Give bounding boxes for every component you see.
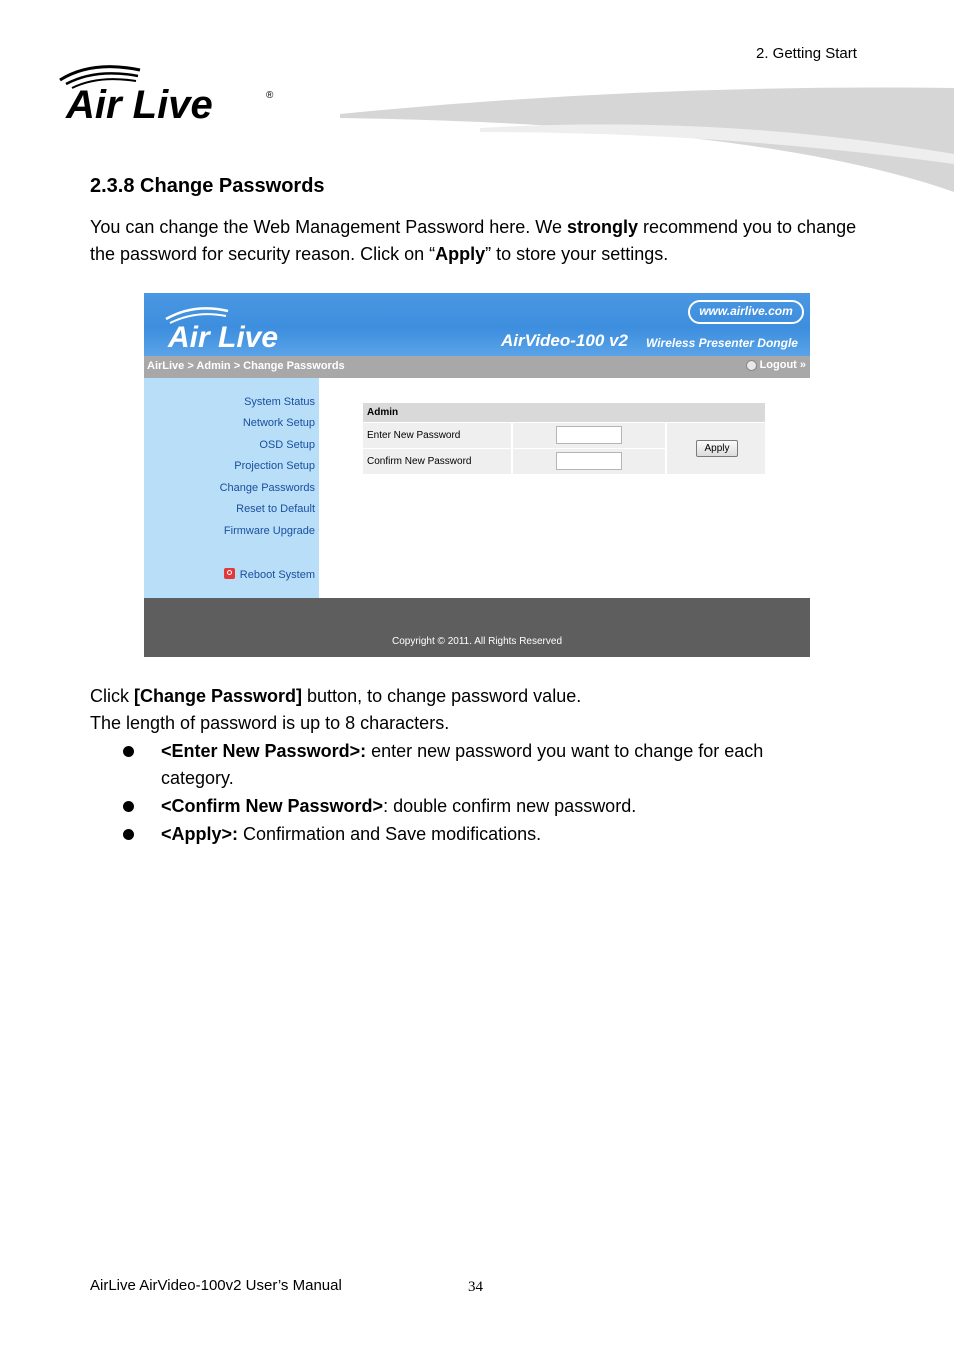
sidebar [144,378,319,598]
password-table [363,403,765,422]
power-icon [224,568,235,579]
copyright-text: Copyright © 2011. All Rights Reserved [391,636,563,647]
bullet-icon [123,801,134,812]
screenshot-footer [144,598,810,657]
sidebar-item-reboot-system[interactable]: Reboot System [224,568,315,581]
sidebar-item-network-setup[interactable]: Network Setup [242,417,315,429]
sidebar-item-firmware-upgrade[interactable]: Firmware Upgrade [223,525,315,537]
list-item: <Enter New Password>: enter new password you want to change for each category. [120,738,840,792]
airlive-logo-text: Air Live [66,83,213,124]
bullet-icon [123,746,134,757]
sidebar-item-change-passwords[interactable]: Change Passwords [219,482,315,494]
page-number: 34 [468,1279,483,1295]
airlive-url-link[interactable]: www.airlive.com [688,300,804,324]
header-swoosh-decoration [340,84,954,204]
breadcrumb: AirLive > Admin > Change Passwords [147,360,345,372]
sidebar-item-projection-setup[interactable]: Projection Setup [234,460,315,472]
airlive-logo [52,58,282,124]
intro-paragraph: You can change the Web Management Password here. We strongly recommend you to change the password for security reason. Click on “Apply” to store your settings. [90,217,857,264]
table-header-admin: Admin [363,403,765,422]
product-subtitle: Wireless Presenter Dongle [646,336,798,350]
bullet-list [120,738,840,849]
sidebar-item-osd-setup[interactable]: OSD Setup [259,439,315,451]
chapter-header: 2. Getting Start [756,45,857,62]
logout-label: Logout » [759,359,806,371]
section-title: 2.3.8 Change Passwords [90,175,325,197]
instruction-line-2: The length of password is up to 8 characters. [90,713,450,733]
confirm-new-password-input[interactable] [556,452,622,470]
admin-screenshot [144,293,810,657]
enter-password-label: Enter New Password [363,423,511,448]
sidebar-item-system-status[interactable]: System Status [244,396,315,408]
instruction-line-1: Click [Change Password] button, to change password value. [90,686,582,706]
svg-text:Air Live: Air Live [168,321,279,351]
list-item: <Apply>: Confirmation and Save modifications. [120,821,840,848]
enter-new-password-input[interactable] [556,426,622,444]
footer-manual-title: AirLive AirVideo-100v2 User’s Manual [90,1277,342,1294]
list-item: <Confirm New Password>: double confirm new password. [120,793,840,820]
logout-link[interactable] [746,359,806,371]
screenshot-header [144,293,810,356]
product-name: AirVideo-100 v2 [501,331,628,350]
bullet-icon [123,829,134,840]
instructions-text [90,683,581,737]
sidebar-item-reset-to-default[interactable]: Reset to Default [236,503,315,515]
logout-icon [746,360,757,371]
breadcrumb-bar [144,356,810,378]
svg-text:®: ® [266,90,274,101]
confirm-password-label: Confirm New Password [363,449,511,474]
apply-button[interactable]: Apply [696,440,738,457]
screenshot-logo [158,303,318,351]
